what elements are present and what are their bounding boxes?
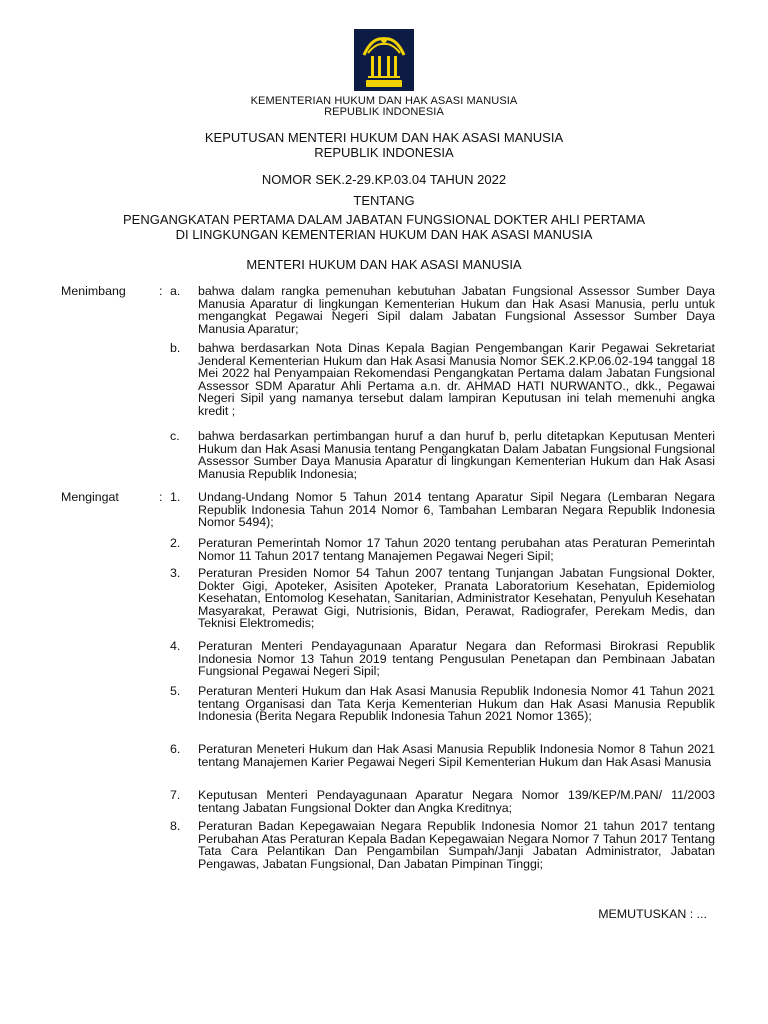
menimbang-marker: b. <box>170 341 181 355</box>
mengingat-marker: 8. <box>170 819 181 833</box>
ministry-country: REPUBLIK INDONESIA <box>324 106 444 118</box>
mengingat-label: Mengingat <box>61 490 119 504</box>
tentang-heading: TENTANG <box>353 193 415 208</box>
mengingat-item-text: Peraturan Badan Kepegawaian Negara Republik Indonesia Nomor 21 tahun 2017 tentang Perubahan Atas Peraturan Kepala Badan Kepegawaian Negara Nomor 7 Tahun 2017 Tentang Tata Cara Pelantikan Dan Pengambilan Sumpah/Janji Jabatan Administrator, Jabatan Pengawas, Jabatan Fungsional, Dan Jabatan Pimpinan Tinggi; <box>198 819 715 871</box>
menimbang-label: Menimbang <box>61 284 126 298</box>
mengingat-marker: 1. <box>170 490 181 504</box>
subject-line2: DI LINGKUNGAN KEMENTERIAN HUKUM DAN HAK ASASI MANUSIA <box>175 227 593 242</box>
mengingat-marker: 4. <box>170 639 181 653</box>
menimbang-marker: a. <box>170 284 181 298</box>
mengingat-colon: : <box>159 490 163 504</box>
subject-line1: PENGANGKATAN PERTAMA DALAM JABATAN FUNGSIONAL DOKTER AHLI PERTAMA <box>122 212 646 227</box>
mengingat-item-text: Keputusan Menteri Pendayagunaan Aparatur Negara Nomor 139/KEP/M.PAN/ 11/2003 tentang Jabatan Fungsional Dokter dan Angka Kreditnya; <box>198 788 715 815</box>
decree-title-line2: REPUBLIK INDONESIA <box>314 145 454 160</box>
decree-number: NOMOR SEK.2-29.KP.03.04 TAHUN 2022 <box>261 172 507 187</box>
memutuskan-continuation: MEMUTUSKAN : ... <box>598 907 707 921</box>
ministry-name: KEMENTERIAN HUKUM DAN HAK ASASI MANUSIA <box>250 95 518 107</box>
decree-title-line1: KEPUTUSAN MENTERI HUKUM DAN HAK ASASI MANUSIA <box>204 130 564 145</box>
mengingat-marker: 3. <box>170 566 181 580</box>
pengayoman-emblem-icon <box>354 29 414 91</box>
menimbang-item-text: bahwa dalam rangka pemenuhan kebutuhan Jabatan Fungsional Assessor Sumber Daya Manusia Aparatur di lingkungan Kementerian Hukum dan Hak Asasi Manusia, perlu untuk mengangkat Pegawai Negeri Sipil dalam Jabatan Fungsional Assessor Sumber Daya Manusia Aparatur; <box>198 284 715 336</box>
mengingat-item-text: Peraturan Presiden Nomor 54 Tahun 2007 tentang Tunjangan Jabatan Fungsional Dokter, Dokter Gigi, Apoteker, Asisiten Apoteker, Pranata Laboratorium Kesehatan, Epidemiolog Kesehatan, Entomolog Kesehatan, Sanitarian, Administrator Kesehatan, Penyuluh Kesehatan Masyarakat, Perawat Gigi, Nutrisionis, Bidan, Perawat, Radiografer, Perekam Medis, dan Teknisi Elektromedis; <box>198 566 715 631</box>
menimbang-item-text: bahwa berdasarkan pertimbangan huruf a dan huruf b, perlu ditetapkan Keputusan Menteri Hukum dan Hak Asasi Manusia tentang Pengangkatan Dalam Jabatan Fungsional Fungsional Assessor Sumber Daya Manusia Aparatur di lingkungan Kementerian Hukum dan Hak Asasi Manusia Republik Indonesia; <box>198 429 715 481</box>
issuer-title: MENTERI HUKUM DAN HAK ASASI MANUSIA <box>246 257 522 272</box>
mengingat-marker: 5. <box>170 684 181 698</box>
mengingat-marker: 2. <box>170 536 181 550</box>
mengingat-marker: 7. <box>170 788 181 802</box>
menimbang-colon: : <box>159 284 163 298</box>
menimbang-item-text: bahwa berdasarkan Nota Dinas Kepala Bagian Pengembangan Karir Pegawai Sekretariat Jenderal Kementerian Hukum dan Hak Asasi Manusia Nomor SEK.2.KP.06.02-194 tanggal 18 Mei 2022 hal Penyampaian Rekomendasi Pengangkatan Pertama dalam Jabatan Fungsional Assessor SDM Aparatur Ahli Pertama a.n. dr. AHMAD HATI NURWANTO., dkk., Pegawai Negeri Sipil yang namanya tersebut dalam lampiran Keputusan ini telah memenuhi angka kredit ; <box>198 341 715 418</box>
mengingat-item-text: Peraturan Menteri Pendayagunaan Aparatur Negara dan Reformasi Birokrasi Republik Indonesia Nomor 13 Tahun 2019 tentang Pengusulan Penetapan dan Pembinaan Jabatan Fungsional Pegawai Negeri Sipil; <box>198 639 715 679</box>
mengingat-item-text: Peraturan Menteri Hukum dan Hak Asasi Manusia Republik Indonesia Nomor 41 Tahun 2021 tentang Organisasi dan Tata Kerja Kementerian Hukum dan Hak Asasi Manusia Republik Indonesia (Berita Negara Republik Indonesia Tahun 2021 Nomor 1365); <box>198 684 715 724</box>
mengingat-item-text: Peraturan Pemerintah Nomor 17 Tahun 2020 tentang perubahan atas Peraturan Pemerintah Nomor 11 Tahun 2017 tentang Manajemen Pegawai Negeri Sipil; <box>198 536 715 563</box>
mengingat-item-text: Peraturan Meneteri Hukum dan Hak Asasi Manusia Republik Indonesia Nomor 8 Tahun 2021 tentang Manajemen Karier Pegawai Negeri Sipil Kementerian Hukum dan Hak Asasi Manusia <box>198 742 715 769</box>
mengingat-marker: 6. <box>170 742 181 756</box>
mengingat-item-text: Undang-Undang Nomor 5 Tahun 2014 tentang Aparatur Sipil Negara (Lembaran Negara Republik Indonesia Tahun 2014 Nomor 6, Tambahan Lembaran Negara Republik Indonesia Nomor 5494); <box>198 490 715 530</box>
menimbang-marker: c. <box>170 429 180 443</box>
